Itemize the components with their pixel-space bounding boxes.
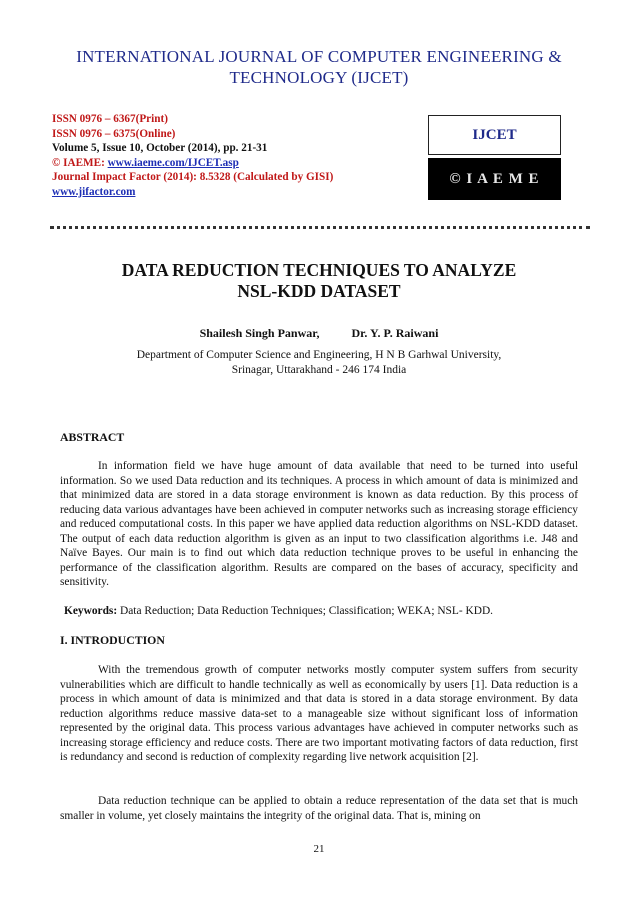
keywords-text: Data Reduction; Data Reduction Techniques; Classification; WEKA; NSL- KDD.	[117, 605, 494, 617]
affiliation-line2: Srinagar, Uttarakhand - 246 174 India	[231, 363, 407, 376]
paper-title-line1: DATA REDUCTION TECHNIQUES TO ANALYZE	[121, 260, 517, 280]
page-number: 21	[313, 843, 325, 855]
affiliation	[60, 348, 578, 377]
iaeme-line	[52, 156, 333, 171]
issn-online: ISSN 0976 – 6375(Online)	[52, 127, 176, 140]
impact-factor: Journal Impact Factor (2014): 8.5328 (Calculated by GISI)	[52, 171, 334, 183]
jifactor-link[interactable]: www.jifactor.com	[52, 185, 136, 198]
keywords	[64, 605, 578, 617]
iaeme-link[interactable]: www.iaeme.com/IJCET.asp	[107, 156, 239, 169]
intro-paragraph-2: Data reduction technique can be applied to obtain a reduce representation of the data set that is much smaller in volume, yet closely maintains the integrity of the original data. That is, mining on	[60, 795, 578, 822]
intro-paragraph-1: With the tremendous growth of computer networks mostly computer system suffers from security vulnerabilities which are difficult to handle technically as well as economically by users [1]. Data reduction is a process in which amount of data is minimized and that data is stored in a data storage environment. By data reduction algorithms reduce massive data-set to a manageable size without significant loss of information represented by the original data. This process various advantages have achieved in computer networks such as increasing storage efficiency and reduce costs. There are two important motivating factors of data reduction, first is redundancy and second is reduction of complexity regarding live network acquisition [2].	[60, 664, 578, 763]
keywords-label: Keywords:	[64, 605, 118, 617]
abstract-heading: ABSTRACT	[60, 430, 125, 444]
iaeme-box	[428, 158, 561, 200]
iaeme-box-label: © I A E M E	[449, 170, 540, 187]
journal-title	[40, 46, 598, 88]
journal-meta	[52, 112, 333, 199]
paper-title-line2: NSL-KDD DATASET	[237, 281, 401, 301]
issn-print: ISSN 0976 – 6367(Print)	[52, 113, 168, 125]
iaeme-prefix: © IAEME:	[52, 156, 108, 169]
affiliation-line1: Department of Computer Science and Engineering, H N B Garhwal University,	[136, 349, 502, 361]
author-2: Dr. Y. P. Raiwani	[351, 326, 439, 340]
authors	[0, 326, 638, 341]
ijcet-box	[428, 115, 561, 155]
paper-title	[60, 260, 578, 302]
intro-heading: I. INTRODUCTION	[60, 633, 165, 647]
abstract-text: In information field we have huge amount of data available that need to be turned into useful information. So we used Data reduction and its techniques. A process in which amount of data is minimized and that minimized data are stored in a data storage environment is known as data reduction. By this process of reducing data various advantages have been achieved in computer networks such as increasing storage efficiency and reduced computational costs. In this paper we have applied data reduction algorithms on NSL-KDD dataset. The output of each data reduction algorithm is given as an input to two classification algorithms i.e. J48 and Naïve Bayes. Our main is to find out which data reduction technique proves to be useful in enhancing the performance of the classification algorithm. Results are compared on the bases of accuracy, specificity and sensitivity.	[60, 460, 578, 588]
volume-info: Volume 5, Issue 10, October (2014), pp. 21-31	[52, 142, 268, 154]
dotted-divider	[50, 226, 590, 229]
author-1: Shailesh Singh Panwar,	[199, 326, 320, 340]
ijcet-box-label: IJCET	[472, 126, 517, 143]
journal-title-line1: INTERNATIONAL JOURNAL OF COMPUTER ENGINEERING &	[76, 47, 562, 66]
journal-title-line2: TECHNOLOGY (IJCET)	[229, 68, 409, 87]
